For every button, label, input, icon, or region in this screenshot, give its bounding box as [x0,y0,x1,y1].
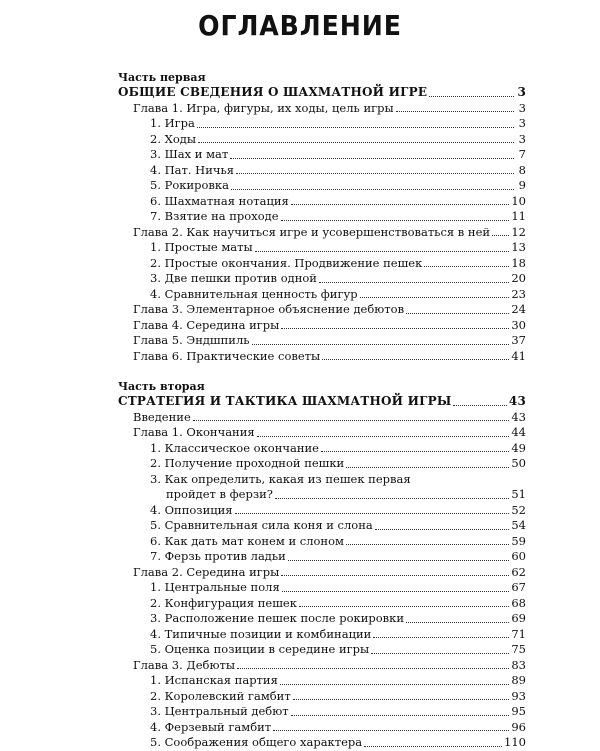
entry-text: 3. Две пешки против одной [150,271,317,285]
entry-text: СТРАТЕГИЯ И ТАКТИКА ШАХМАТНОЙ ИГРЫ [118,394,452,408]
page-number: 11 [511,209,526,223]
table-of-contents [118,71,526,751]
entry-text: 3. Центральный дебют [150,704,289,718]
entry-text: 4. Сравнительная ценность фигур [150,286,358,301]
section-entry[interactable] [118,472,526,488]
entry-text: 1. Центральные поля [150,580,280,594]
entry-text: 6. Шахматная нотация [150,193,289,208]
section-entry[interactable] [118,163,526,179]
section-entry[interactable] [118,580,526,596]
page-number: 10 [511,193,526,208]
dot-leader [281,220,510,221]
page-number: 30 [511,317,526,332]
page-number: 3 [517,85,526,99]
entry-text: Глава 3. Дебюты [133,657,235,672]
page-number: 37 [511,333,526,347]
dot-leader [321,451,509,452]
section-entry[interactable] [118,518,526,534]
section-entry[interactable] [118,689,526,705]
entry-text: Глава 4. Середина игры [133,317,280,332]
page-number: 3 [518,100,526,115]
entry-text: пройдет в ферзи? [166,487,273,501]
entry-text: 1. Простые маты [150,240,253,254]
page-number: 89 [511,673,526,687]
chapter-entry[interactable] [118,101,526,117]
dot-leader [275,498,509,499]
section-entry[interactable] [118,720,526,736]
section-gap [118,364,526,380]
page-number: 23 [511,286,526,301]
page-number: 68 [511,595,526,610]
section-entry[interactable] [118,456,526,472]
chapter-entry[interactable] [118,565,526,581]
dot-leader [281,328,509,329]
page-number: 44 [511,425,526,439]
page-number: 110 [504,735,526,749]
chapter-entry[interactable] [118,302,526,318]
entry-text: 4. Ферзевый гамбит [150,719,272,734]
dot-leader [237,668,509,669]
entry-text: 3. Как определить, какая из пешек первая [150,471,411,486]
dot-leader [322,359,509,360]
chapter-entry[interactable] [118,410,526,426]
section-entry[interactable] [118,209,526,225]
dot-leader [231,189,514,190]
page-number: 71 [511,626,526,641]
page-number: 8 [518,162,526,177]
part-title-entry[interactable] [118,394,526,410]
section-entry[interactable] [118,240,526,256]
entry-text: 2. Королевский гамбит [150,688,291,703]
dot-leader [293,699,510,700]
dot-leader [281,575,509,576]
entry-text: 2. Конфигурация пешек [150,595,297,610]
entry-text: 2. Простые окончания. Продвижение пешек [150,255,423,270]
part-label: Часть первая [118,71,206,84]
section-entry[interactable] [118,503,526,519]
dot-leader [371,653,509,654]
section-entry[interactable] [118,116,526,132]
entry-text: Глава 2. Как научиться игре и усовершенствоваться в ней [133,224,491,239]
dot-leader [230,158,514,159]
entry-text: Глава 2. Середина игры [133,564,280,579]
part-label: Часть вторая [118,380,205,393]
page-number: 24 [511,302,526,316]
entry-text: 1. Классическое окончание [150,440,319,455]
chapter-entry[interactable] [118,333,526,349]
section-entry[interactable] [118,287,526,303]
page-number: 62 [511,564,526,579]
page-number: 9 [518,178,526,192]
dot-leader [406,622,509,623]
part-title-entry[interactable] [118,85,526,101]
section-entry[interactable] [118,178,526,194]
page-number: 50 [511,456,526,470]
dot-leader [291,715,510,716]
entry-text: Глава 6. Практические советы [133,348,321,363]
dot-leader [319,282,509,283]
chapter-entry[interactable] [118,658,526,674]
page-number: 59 [511,533,526,548]
dot-leader [273,730,509,731]
dot-leader [255,251,510,252]
dot-leader [282,591,510,592]
dot-leader [257,436,510,437]
chapter-entry[interactable] [118,318,526,334]
page-number: 75 [511,642,526,656]
page-title: ОГЛАВЛЕНИЕ [198,9,402,42]
entry-text: 2. Ходы [150,131,196,146]
dot-leader [346,544,509,545]
entry-text: 5. Рокировка [150,178,229,192]
dot-leader [197,127,514,128]
section-entry[interactable] [118,673,526,689]
dot-leader [235,513,510,514]
dot-leader [360,297,510,298]
section-entry[interactable] [118,549,526,565]
section-entry[interactable] [118,487,526,503]
entry-text: 2. Получение проходной пешки [150,456,345,470]
entry-text: 4. Типичные позиции и комбинации [150,626,372,641]
entry-text: 4. Пат. Ничья [150,162,234,177]
entry-text: Глава 1. Окончания [133,425,255,439]
dot-leader [252,344,510,345]
dot-leader [429,96,514,97]
entry-text: Глава 5. Эндшпиль [133,333,250,347]
entry-text: 5. Сравнительная сила коня и слона [150,518,373,532]
entry-text: Глава 1. Игра, фигуры, их ходы, цель игры [133,100,394,115]
page-number: 43 [511,409,526,424]
page-number: 49 [511,440,526,455]
entry-text: 5. Соображения общего характера [150,735,363,749]
entry-text: ОБЩИЕ СВЕДЕНИЯ О ШАХМАТНОЙ ИГРЕ [118,85,428,99]
page-number: 51 [511,487,526,501]
dot-leader [396,111,514,112]
section-entry[interactable] [118,596,526,612]
dot-leader [193,420,510,421]
chapter-entry[interactable] [118,425,526,441]
dot-leader [375,529,510,530]
entry-text: 4. Оппозиция [150,502,233,517]
page-number: 69 [511,611,526,625]
section-entry[interactable] [118,611,526,627]
page-number: 13 [511,240,526,254]
dot-leader [453,405,506,406]
page-number: 3 [518,131,526,146]
dot-leader [373,637,509,638]
section-entry[interactable] [118,704,526,720]
dot-leader [291,204,510,205]
entry-text: 7. Ферзь против ладьи [150,549,286,563]
page-number: 93 [511,688,526,703]
entry-text: 3. Расположение пешек после рокировки [150,611,405,625]
page-number: 7 [518,147,526,161]
section-entry[interactable] [118,194,526,210]
section-entry[interactable] [118,534,526,550]
page-number: 95 [511,704,526,718]
dot-leader [198,142,514,143]
page-number: 83 [511,657,526,672]
entry-text: Введение [133,409,191,424]
dot-leader [492,235,509,236]
chapter-entry[interactable] [118,349,526,365]
entry-text: 3. Шах и мат [150,147,229,161]
dot-leader [406,313,509,314]
page-number: 43 [508,394,526,408]
section-entry[interactable] [118,271,526,287]
section-entry[interactable] [118,642,526,658]
section-entry[interactable] [118,735,526,751]
entry-text: 5. Оценка позиции в середине игры [150,642,370,656]
entry-text: 1. Испанская партия [150,673,278,687]
section-entry[interactable] [118,441,526,457]
dot-leader [424,266,509,267]
section-entry[interactable] [118,627,526,643]
section-entry[interactable] [118,256,526,272]
section-entry[interactable] [118,147,526,163]
page-number: 67 [511,580,526,594]
entry-text: 1. Игра [150,116,195,130]
page-number: 96 [511,719,526,734]
chapter-entry[interactable] [118,225,526,241]
dot-leader [364,746,502,747]
entry-text: 6. Как дать мат конем и слоном [150,533,344,548]
dot-leader [299,606,509,607]
entry-text: 7. Взятие на проходе [150,209,279,223]
dot-leader [280,684,510,685]
page-number: 41 [511,348,526,363]
page-number: 3 [518,116,526,130]
dot-leader [236,173,514,174]
page-number: 12 [511,224,526,239]
dot-leader [346,467,509,468]
dot-leader [288,560,510,561]
page-number: 52 [511,502,526,517]
page-number: 20 [511,271,526,285]
section-entry[interactable] [118,132,526,148]
page-number: 54 [511,518,526,532]
page-number: 60 [511,549,526,563]
page-number: 18 [511,255,526,270]
entry-text: Глава 3. Элементарное объяснение дебютов [133,302,405,316]
